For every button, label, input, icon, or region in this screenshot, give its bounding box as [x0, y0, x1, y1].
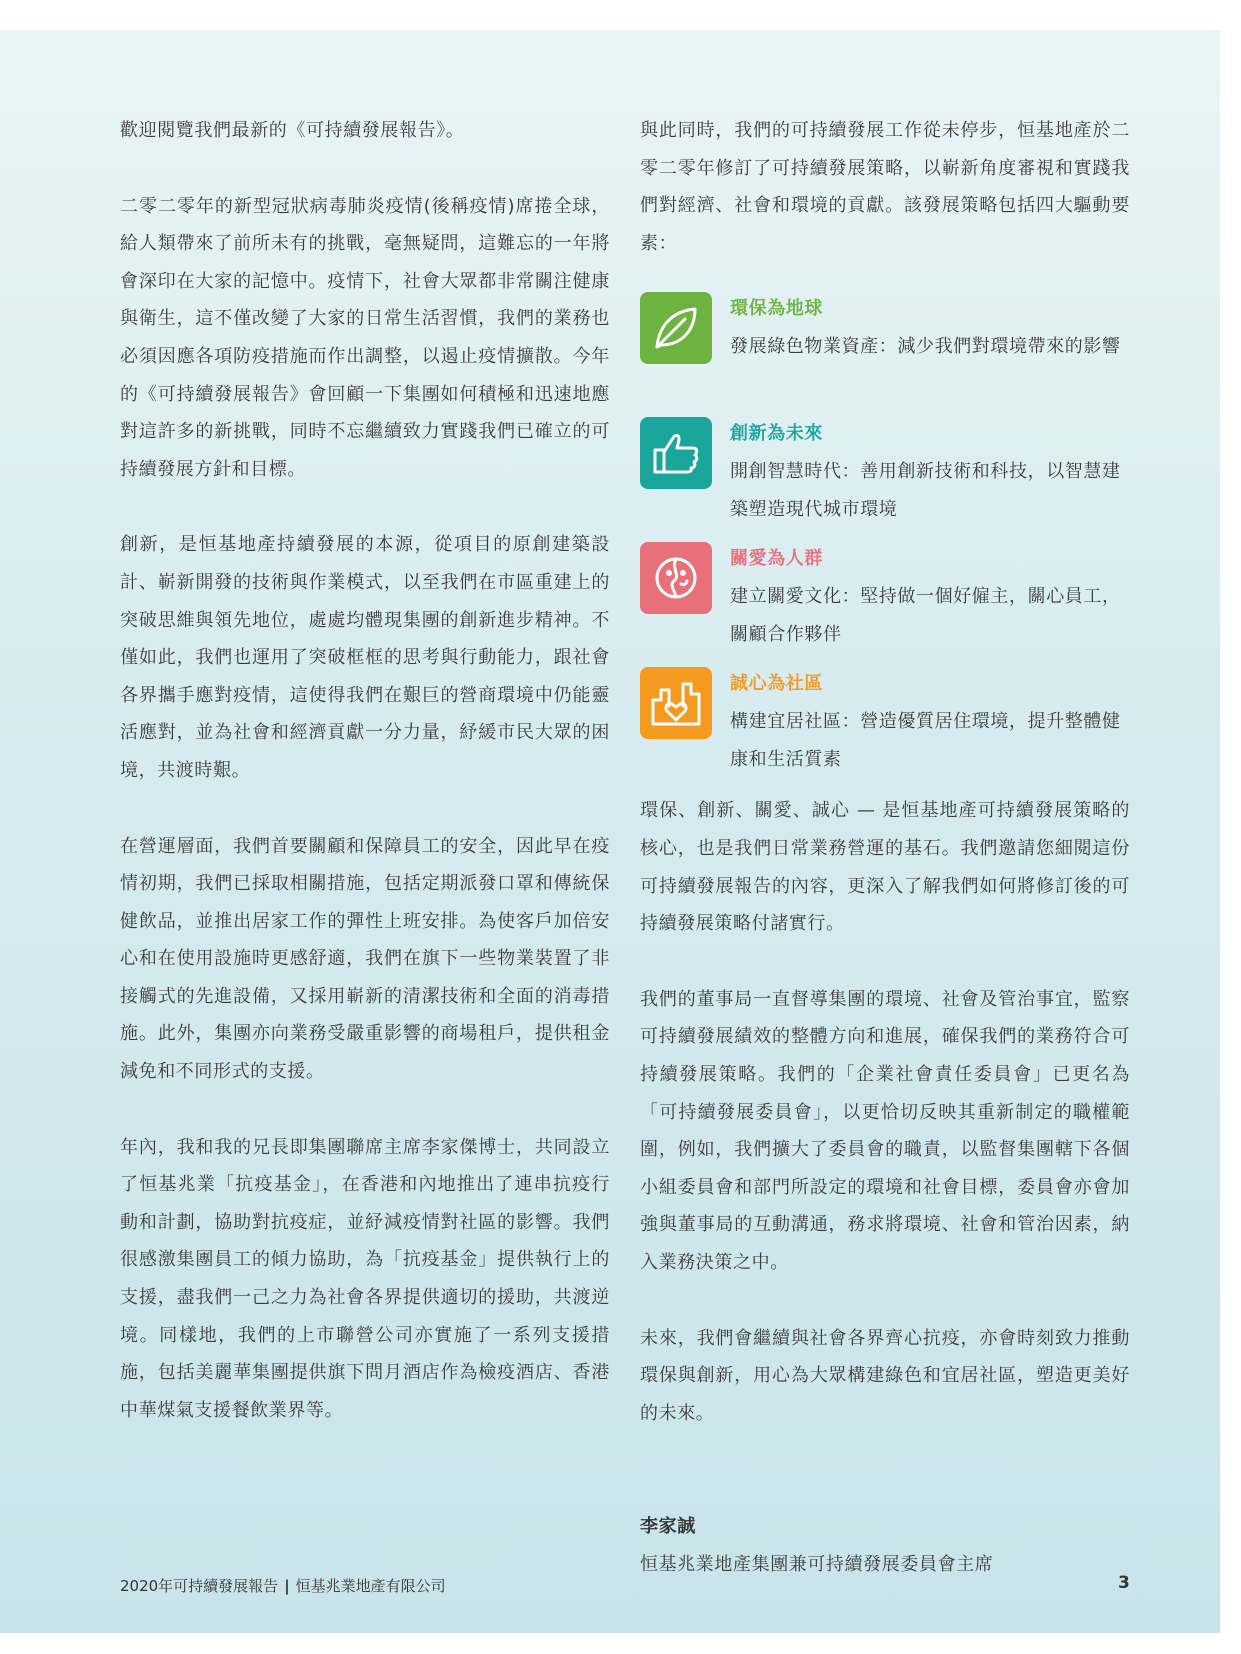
fund-paragraph: 年內，我和我的兄長即集團聯席主席李家傑博士，共同設立了恒基兆業「抗疫基金」，在香港和內地推出了連串抗疫行動和計劃，協助對抗疫症，並紓減疫情對社區的影響。我們很感激集團員工的傾力協助，為「抗疫基金」提供執行上的支援，盡我們一己之力為社會各界提供適切的援助，共渡逆境。同樣地，我們的上市聯營公司亦實施了一系列支援措施，包括美麗華集團提供旗下問月酒店作為檢疫酒店、香港中華煤氣支援餐飲業界等。 — [120, 1136, 610, 1421]
pillar-title: 環保為地球 — [730, 298, 823, 320]
city-heart-icon — [640, 667, 712, 739]
strategy-intro-paragraph: 與此同時，我們的可持續發展工作從未停步，恒基地產於二零二零年修訂了可持續發展策略，以嶄新角度審視和實踐我們對經濟、社會和環境的貢獻。該發展策略包括四大驅動要素： — [640, 120, 1130, 254]
core-values-paragraph: 環保、創新、關愛、誠心 — 是恒基地產可持續發展策略的核心，也是我們日常業務營運的基石。我們邀請您細閱這份可持續發展報告的內容，更深入了解我們如何將修訂後的可持續發展策略付諸實行。 — [640, 800, 1130, 935]
pillar-title: 創新為未來 — [730, 423, 823, 445]
pillar-care — [640, 542, 1130, 667]
smiling-face-icon — [640, 542, 712, 614]
signature-name: 李家誠 — [640, 1516, 696, 1538]
future-paragraph: 未來，我們會繼續與社會各界齊心抗疫，亦會時刻致力推動環保與創新，用心為大眾構建綠色和宜居社區，塑造更美好的未來。 — [640, 1327, 1130, 1424]
pillar-description: 構建宜居社區：營造優質居住環境，提升整體健康和生活質素 — [730, 710, 1121, 770]
pillar-description: 開創智慧時代：善用創新技術和科技，以智慧建築塑造現代城市環境 — [730, 460, 1121, 520]
footer-separator: | — [284, 1577, 290, 1595]
operations-paragraph: 在營運層面，我們首要關顧和保障員工的安全，因此早在疫情初期，我們已採取相關措施，包括定期派發口罩和傳統保健飲品，並推出居家工作的彈性上班安排。為使客戶加倍安心和在使用設施時更感舒適，我們在旗下一些物業裝置了非接觸式的先進設備，又採用嶄新的清潔技術和全面的消毒措施。此外，集團亦向業務受嚴重影響的商場租戶，提供租金減免和不同形式的支援。 — [120, 835, 610, 1083]
leaf-icon — [640, 292, 712, 364]
pillar-description: 建立關愛文化：堅持做一個好僱主，關心員工，關顧合作夥伴 — [730, 585, 1121, 645]
footer-company: 恒基兆業地產有限公司 — [295, 1577, 446, 1595]
pillar-innovation — [640, 417, 1130, 542]
pandemic-paragraph: 二零二零年的新型冠狀病毒肺炎疫情(後稱疫情)席捲全球，給人類帶來了前所未有的挑戰，毫無疑問，這難忘的一年將會深印在大家的記憶中。疫情下，社會大眾都非常關注健康與衛生，這不僅改變了大家的日常生活習慣，我們的業務也必須因應各項防疫措施而作出調整，以遏止疫情擴散。今年的《可持續發展報告》會回顧一下集團如何積極和迅速地應對這許多的新挑戰，同時不忘繼續致力實踐我們已確立的可持續發展方針和目標。 — [120, 195, 610, 480]
page-number: 3 — [1118, 1573, 1130, 1593]
board-paragraph: 我們的董事局一直督導集團的環境、社會及管治事宜，監察可持續發展績效的整體方向和進展，確保我們的業務符合可持續發展策略。我們的「企業社會責任委員會」已更名為「可持續發展委員會」，以更恰切反映其重新制定的職權範圍，例如，我們擴大了委員會的職責，以監督集團轄下各個小組委員會和部門所設定的環境和社會目標，委員會亦會加強與董事局的互動溝通，務求將環境、社會和管治因素，納入業務決策之中。 — [640, 988, 1130, 1273]
pillar-title: 關愛為人群 — [730, 548, 823, 570]
signature-title: 恒基兆業地產集團兼可持續發展委員會主席 — [640, 1553, 994, 1575]
thumbs-up-icon — [640, 417, 712, 489]
pillar-title: 誠心為社區 — [730, 673, 823, 695]
right-column — [640, 112, 1130, 1583]
footer-report-title: 2020年可持續發展報告 — [120, 1577, 279, 1595]
pillar-community — [640, 667, 1130, 792]
innovation-paragraph: 創新，是恒基地產持續發展的本源，從項目的原創建築設計、嶄新開發的技術與作業模式，以至我們在市區重建上的突破思維與領先地位，處處均體現集團的創新進步精神。不僅如此，我們也運用了突破框框的思考與行動能力，跟社會各界攜手應對疫情，這使得我們在艱巨的營商環境中仍能靈活應對，並為社會和經濟貢獻一分力量，紓緩市民大眾的困境，共渡時艱。 — [120, 534, 610, 781]
left-column — [120, 112, 610, 1429]
pillar-environment — [640, 292, 1130, 417]
footer — [120, 1575, 446, 1596]
intro-paragraph: 歡迎閱覽我們最新的《可持續發展報告》。 — [120, 120, 465, 141]
pillar-description: 發展綠色物業資產：減少我們對環境帶來的影響 — [730, 335, 1121, 357]
